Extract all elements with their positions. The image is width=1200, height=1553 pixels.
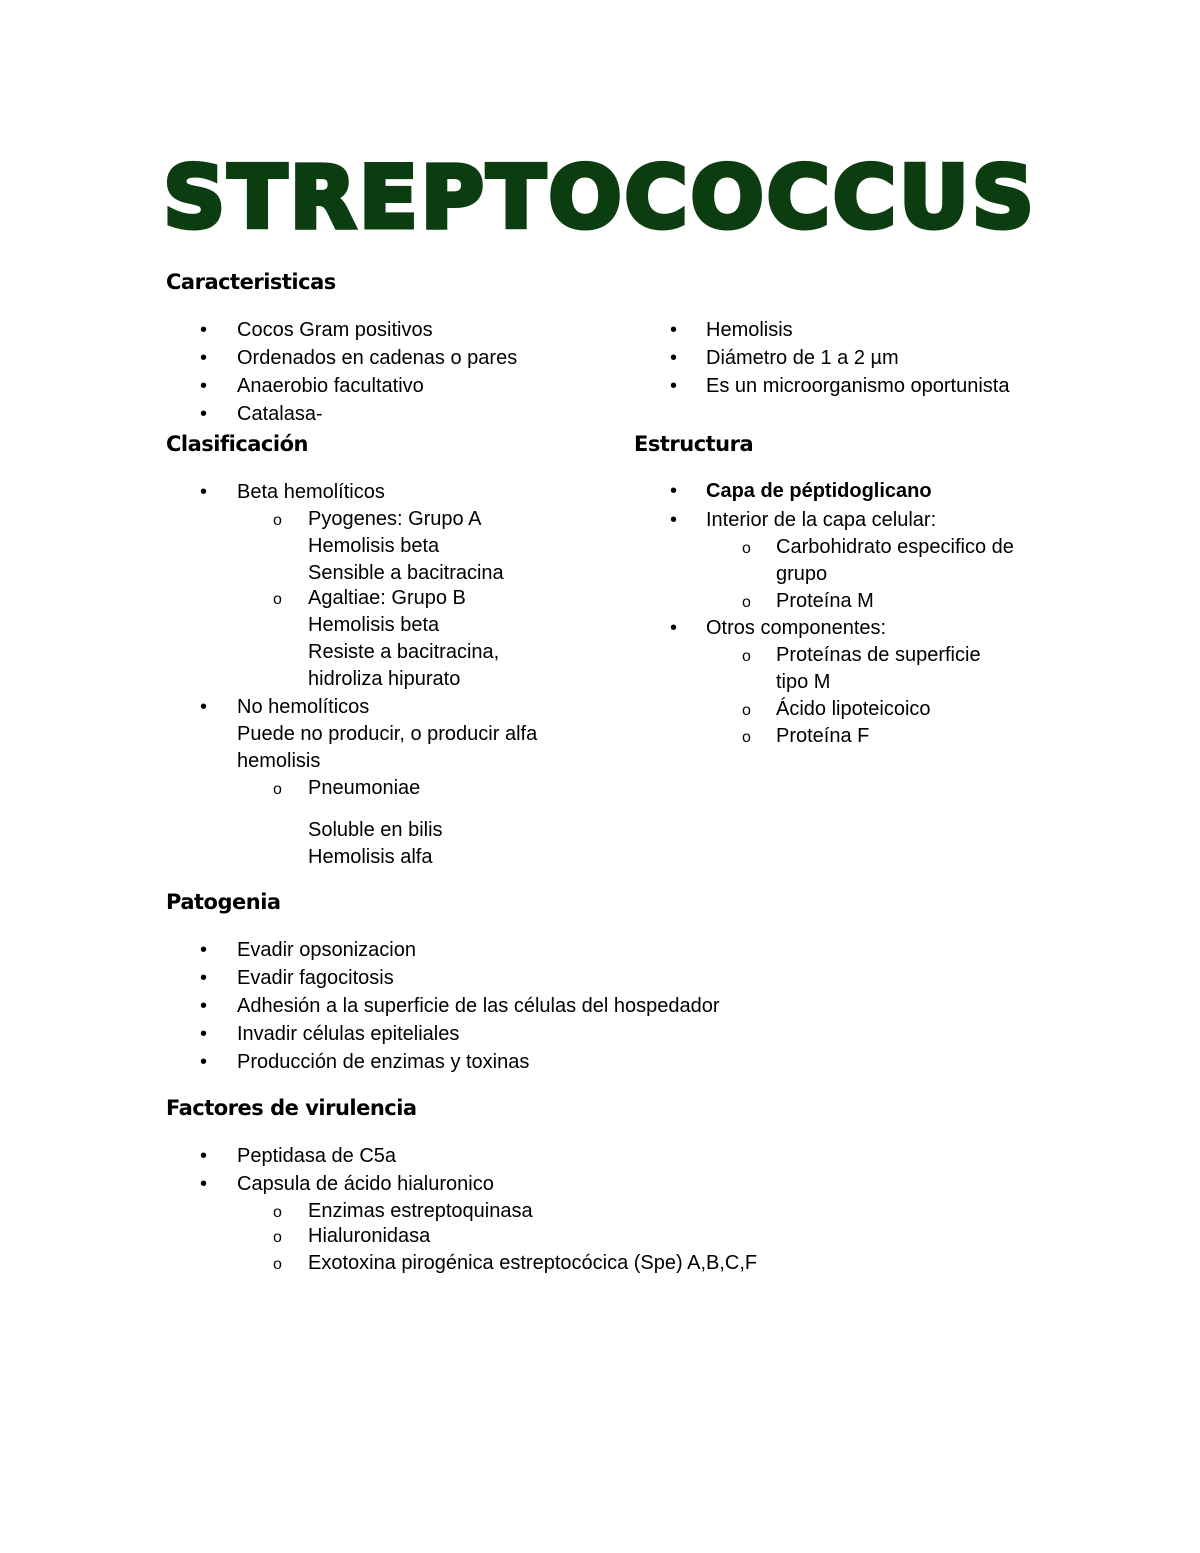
bullet-icon: •: [670, 347, 678, 369]
bullet-icon: •: [200, 481, 208, 503]
list-item: Producción de enzimas y toxinas: [237, 1051, 530, 1073]
list-item: Peptidasa de C5a: [237, 1145, 397, 1167]
sub-bullet-icon: o: [273, 512, 282, 529]
list-item: Exotoxina pirogénica estreptocócica (Spe) A,B,C,F: [308, 1252, 758, 1274]
bullet-icon: •: [200, 375, 208, 397]
list-item: Interior de la capa celular:: [706, 509, 937, 531]
list-item-detail: Hemolisis alfa: [308, 846, 433, 868]
list-item: Evadir fagocitosis: [237, 967, 394, 989]
bullet-icon: •: [200, 1051, 208, 1073]
list-item: Evadir opsonizacion: [237, 939, 416, 961]
sub-bullet-icon: o: [742, 702, 751, 719]
list-item: Enzimas estreptoquinasa: [308, 1200, 533, 1222]
sub-bullet-icon: o: [742, 540, 751, 557]
list-item: Adhesión a la superficie de las células del hospedador: [237, 995, 720, 1017]
list-item-detail: grupo: [776, 563, 828, 585]
bullet-icon: •: [200, 939, 208, 961]
list-item: Cocos Gram positivos: [237, 319, 433, 341]
list-item: Beta hemolíticos: [237, 481, 385, 503]
list-item: Capsula de ácido hialuronico: [237, 1173, 494, 1195]
bullet-icon: •: [670, 617, 678, 639]
bullet-icon: •: [200, 1023, 208, 1045]
list-item: Proteína F: [776, 725, 870, 747]
sub-bullet-icon: o: [273, 1256, 282, 1273]
list-item-detail: Hemolisis beta: [308, 614, 440, 636]
list-item-detail: hemolisis: [237, 750, 321, 772]
bullet-icon: •: [200, 319, 208, 341]
bullet-icon: •: [670, 509, 678, 531]
list-item-detail: tipo M: [776, 671, 831, 693]
list-item: Hemolisis: [706, 319, 793, 341]
bullet-icon: •: [200, 995, 208, 1017]
list-item: Agaltiae: Grupo B: [308, 587, 466, 609]
list-item: Ácido lipoteicoico: [776, 698, 931, 720]
list-item-detail: Puede no producir, o producir alfa: [237, 723, 538, 745]
list-item-detail: Hemolisis beta: [308, 535, 440, 557]
list-item: Pneumoniae: [308, 777, 421, 799]
list-item: Ordenados en cadenas o pares: [237, 347, 518, 369]
bullet-icon: •: [670, 480, 678, 502]
sub-bullet-icon: o: [742, 594, 751, 611]
list-item: Proteínas de superficie: [776, 644, 981, 666]
list-item: Invadir células epiteliales: [237, 1023, 460, 1045]
sub-bullet-icon: o: [742, 648, 751, 665]
bullet-icon: •: [200, 1145, 208, 1167]
list-item: Proteína M: [776, 590, 874, 612]
sub-bullet-icon: o: [273, 781, 282, 798]
bullet-icon: •: [200, 347, 208, 369]
list-item-detail: Soluble en bilis: [308, 819, 443, 841]
bullet-icon: •: [200, 1173, 208, 1195]
list-item: Capa de péptidoglicano: [706, 480, 932, 502]
list-item: Anaerobio facultativo: [237, 375, 424, 397]
sub-bullet-icon: o: [742, 729, 751, 746]
list-item-detail: hidroliza hipurato: [308, 668, 461, 690]
sub-bullet-icon: o: [273, 591, 282, 608]
sub-bullet-icon: o: [273, 1204, 282, 1221]
list-item: Diámetro de 1 a 2 µm: [706, 347, 899, 369]
page-title: STREPTOCOCCUS: [163, 148, 1037, 248]
bullet-icon: •: [200, 696, 208, 718]
list-item: Carbohidrato especifico de: [776, 536, 1014, 558]
clasificacion-heading: Clasificación: [166, 432, 308, 456]
caracteristicas-heading: Caracteristicas: [166, 270, 336, 294]
bullet-icon: •: [670, 319, 678, 341]
bullet-icon: •: [670, 375, 678, 397]
list-item: Es un microorganismo oportunista: [706, 375, 1010, 397]
list-item: Catalasa-: [237, 403, 323, 425]
sub-bullet-icon: o: [273, 1229, 282, 1246]
list-item: Otros componentes:: [706, 617, 887, 639]
list-item: Pyogenes: Grupo A: [308, 508, 482, 530]
bullet-icon: •: [200, 967, 208, 989]
patogenia-heading: Patogenia: [166, 890, 281, 914]
list-item-detail: Sensible a bacitracina: [308, 562, 504, 584]
bullet-icon: •: [200, 403, 208, 425]
virulencia-heading: Factores de virulencia: [166, 1096, 417, 1120]
list-item: Hialuronidasa: [308, 1225, 431, 1247]
estructura-heading: Estructura: [634, 432, 754, 456]
list-item-detail: Resiste a bacitracina,: [308, 641, 500, 663]
list-item: No hemolíticos: [237, 696, 370, 718]
